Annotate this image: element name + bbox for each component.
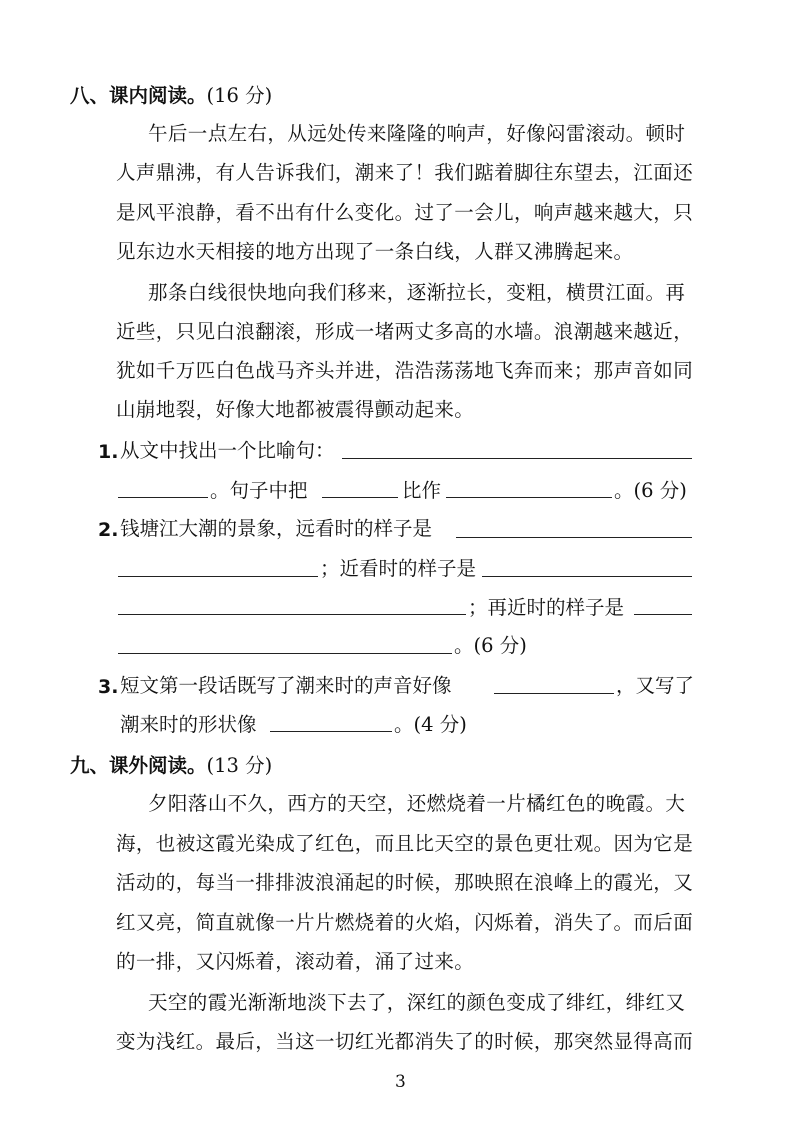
q1-blank-sentence[interactable] (342, 458, 692, 459)
q1-mid1: 。句子中把 (210, 479, 308, 502)
q1-blank-object[interactable] (446, 497, 612, 498)
s8-p1-line2: 人声鼎沸，有人告诉我们，潮来了！我们踮着脚往东望去，江面还 (116, 161, 694, 184)
s9-p1-line5: 的一排，又闪烁着，滚动着，涌了过来。 (116, 950, 475, 973)
q3-blank-sound[interactable] (494, 693, 614, 694)
q2-near-text: ；近看时的样子是 (320, 557, 477, 580)
q2-blank-nearer[interactable] (634, 614, 692, 615)
section8-heading: 八、课内阅读。(16 分) (70, 84, 273, 107)
q2-blank-near[interactable] (482, 576, 692, 577)
q2-blank-far[interactable] (456, 537, 692, 538)
q2-number: 2. (98, 519, 119, 541)
s9-p2-line1: 天空的霞光渐渐地淡下去了，深红的颜色变成了绯红，绯红又 (148, 991, 686, 1014)
q2-nearer-text: ；再近时的样子是 (468, 596, 625, 619)
s9-p1-line3: 活动的，每当一排排波浪涌起的时候，那映照在浪峰上的霞光，又 (116, 871, 694, 894)
q3-text: 短文第一段话既写了潮来时的声音好像 (120, 674, 452, 697)
q1-blank-sentence-cont[interactable] (118, 497, 208, 498)
q1-text: 从文中找出一个比喻句： (120, 439, 335, 462)
s9-p2-line2: 变为浅红。最后，当这一切红光都消失了的时候，那突然显得高而 (116, 1030, 694, 1053)
q2-blank-nearer-cont[interactable] (118, 653, 452, 654)
q2-blank-near-cont[interactable] (118, 614, 466, 615)
s8-p2-line4: 山崩地裂，好像大地都被震得颤动起来。 (116, 398, 475, 421)
q3-mid: ，又写了 (616, 674, 695, 697)
q1-score: 。(6 分) (614, 479, 687, 502)
page-number: 3 (395, 1072, 406, 1092)
s8-p1-line1: 午后一点左右，从远处传来隆隆的响声，好像闷雷滚动。顿时 (148, 122, 686, 145)
section9-heading: 九、课外阅读。(13 分) (70, 754, 273, 777)
q1-blank-subject[interactable] (322, 497, 398, 498)
q2-blank-far-cont[interactable] (118, 576, 318, 577)
q3-blank-shape[interactable] (270, 731, 392, 732)
s8-p1-line3: 是风平浪静，看不出有什么变化。过了一会儿，响声越来越大，只 (116, 201, 694, 224)
q1-mid2: 比作 (402, 479, 442, 502)
q1-number: 1. (98, 441, 119, 463)
s8-p2-line3: 犹如千万匹白色战马齐头并进，浩浩荡荡地飞奔而来；那声音如同 (116, 359, 694, 382)
s8-p2-line2: 近些，只见白浪翻滚，形成一堵两丈多高的水墙。浪潮越来越近， (116, 320, 694, 343)
s8-p2-line1: 那条白线很快地向我们移来，逐渐拉长，变粗，横贯江面。再 (148, 281, 686, 304)
s9-p1-line4: 红又亮，简直就像一片片燃烧着的火焰，闪烁着，消失了。而后面 (116, 911, 694, 934)
s9-p1-line2: 海，也被这霞光染成了红色，而且比天空的景色更壮观。因为它是 (116, 832, 694, 855)
q3-number: 3. (98, 676, 119, 698)
q2-score: 。(6 分) (454, 634, 527, 657)
q3-line2: 潮来时的形状像 (120, 713, 257, 736)
s8-p1-line4: 见东边水天相接的地方出现了一条白线，人群又沸腾起来。 (116, 240, 634, 263)
q3-score: 。(4 分) (394, 713, 467, 736)
s9-p1-line1: 夕阳落山不久，西方的天空，还燃烧着一片橘红色的晚霞。大 (148, 792, 686, 815)
q2-text: 钱塘江大潮的景象，远看时的样子是 (120, 517, 433, 540)
